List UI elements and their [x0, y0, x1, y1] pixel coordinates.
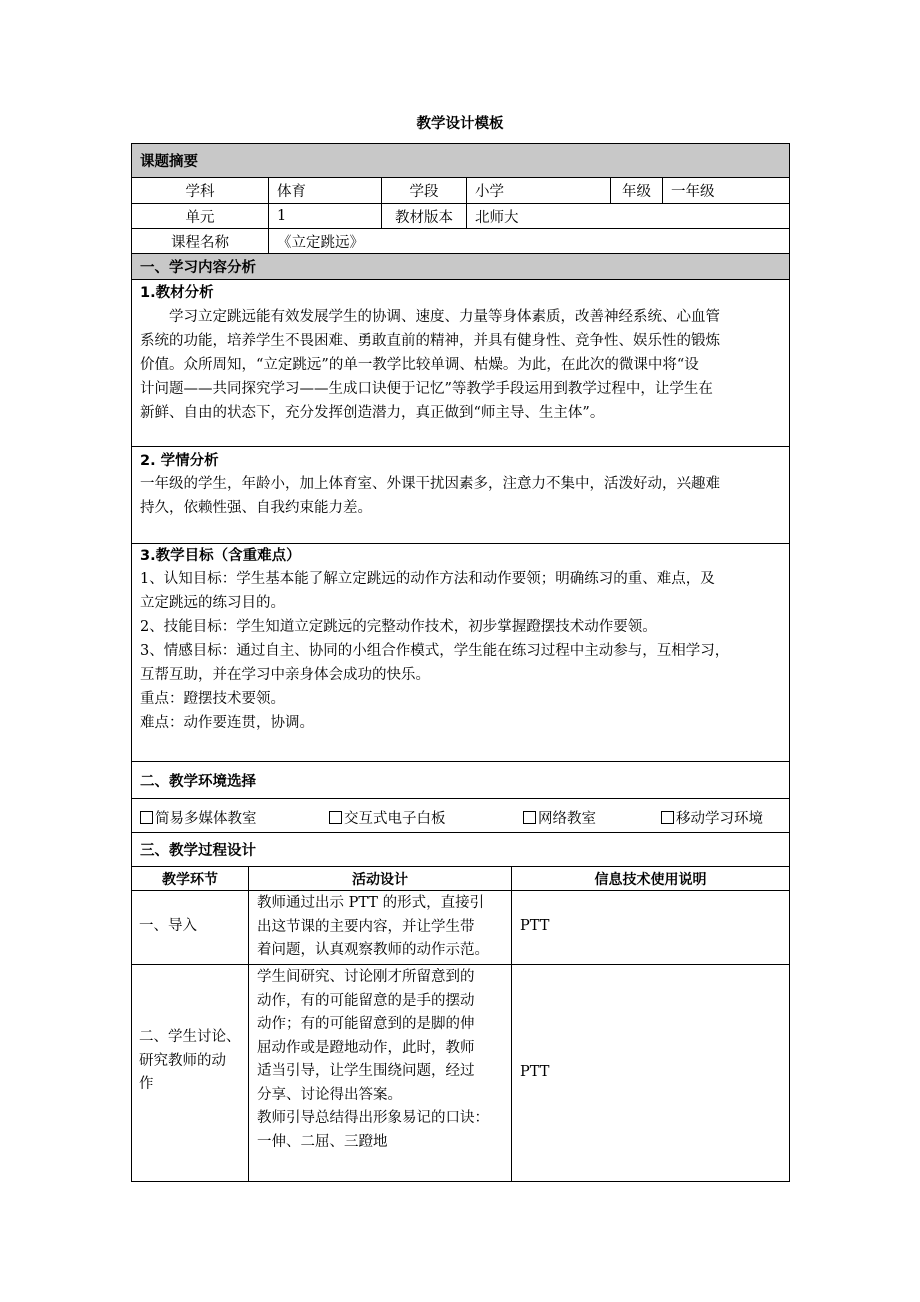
col-header-tech: 信息技术使用说明 [511, 866, 790, 891]
subject-label: 学科 [131, 177, 269, 204]
material-line: 价值。众所周知，“立定跳远”的单一教学比较单调、枯燥。为此，在此次的微课中将“设 [140, 357, 699, 373]
checkbox-icon[interactable] [329, 811, 342, 824]
environment-options-row [131, 798, 790, 833]
material-analysis-text [140, 305, 785, 425]
row2-tech-cell [511, 964, 790, 1182]
goals-line: 难点：动作要连贯，协调。 [140, 715, 314, 731]
learner-analysis-block [131, 446, 790, 544]
row1-stage: 一、导入 [139, 918, 197, 934]
env-option-whiteboard[interactable]: 交互式电子白板 [329, 807, 446, 828]
checkbox-icon[interactable] [661, 811, 674, 824]
goals-line: 1、认知目标：学生基本能了解立定跳远的动作方法和动作要领；明确练习的重、难点，及 [140, 571, 715, 587]
row2-tech: PTT [520, 1064, 550, 1080]
summary-header: 课题摘要 [131, 143, 790, 178]
goals-line: 2、技能目标：学生知道立定跳远的完整动作技术，初步掌握蹬摆技术动作要领。 [140, 619, 657, 635]
unit-value: 1 [268, 203, 382, 229]
edition-label: 教材版本 [381, 203, 467, 229]
material-line: 学习立定跳远能有效发展学生的协调、速度、力量等身体素质，改善神经系统、心血管 [169, 309, 720, 325]
learner-analysis-text [140, 472, 785, 520]
row2-activity [257, 966, 509, 1154]
section3-header: 三、教学过程设计 [131, 832, 790, 867]
row1-tech-cell [511, 890, 790, 965]
goals-line: 立定跳远的练习目的。 [140, 595, 285, 611]
stage-value: 小学 [466, 177, 611, 204]
col-header-stage: 教学环节 [131, 866, 249, 891]
activity-line: 屈动作或是蹬地动作，此时，教师 [257, 1039, 475, 1056]
section1-header: 一、学习内容分析 [131, 253, 790, 280]
learner-line: 持久，依赖性强、自我约束能力差。 [140, 500, 372, 516]
course-label: 课程名称 [131, 228, 269, 254]
course-value: 《立定跳远》 [268, 228, 790, 254]
stage-line: 研究教师的动 [139, 1052, 226, 1069]
stage-label: 学段 [381, 177, 467, 204]
unit-label: 单元 [131, 203, 269, 229]
goals-line: 重点：蹬摆技术要领。 [140, 691, 285, 707]
row1-tech: PTT [520, 918, 550, 934]
material-analysis-title: 1.教材分析 [140, 285, 214, 301]
material-line: 新鲜、自由的状态下，充分发挥创造潜力，真正做到“师主导、生主体”。 [140, 405, 605, 421]
teaching-goals-text [140, 567, 785, 735]
row1-activity [257, 892, 509, 963]
row2-stage [139, 1026, 247, 1097]
learner-line: 一年级的学生，年龄小，加上体育室、外课干扰因素多，注意力不集中，活泼好动，兴趣难 [140, 476, 720, 492]
activity-line: 分享、讨论得出答案。 [257, 1086, 402, 1103]
env-option-network[interactable]: 网络教室 [523, 807, 596, 828]
grade-value: 一年级 [662, 177, 790, 204]
goals-line: 3、情感目标：通过自主、协同的小组合作模式，学生能在练习过程中主动参与，互相学习， [140, 643, 730, 659]
stage-line: 作 [139, 1076, 154, 1092]
teaching-goals-block [131, 543, 790, 762]
learner-analysis-title: 2. 学情分析 [140, 453, 219, 469]
material-line: 计问题——共同探究学习——生成口诀便于记忆”等教学手段运用到教学过程中，让学生在 [140, 381, 713, 397]
subject-value: 体育 [268, 177, 382, 204]
col-header-activity: 活动设计 [248, 866, 512, 891]
env-option-multimedia[interactable]: 简易多媒体教室 [140, 807, 257, 828]
teaching-goals-title: 3.教学目标（含重难点） [140, 548, 301, 564]
material-line: 系统的功能，培养学生不畏困难、勇敢直前的精神，并具有健身性、竞争性、娱乐性的锻炼 [140, 333, 720, 349]
activity-line: 一伸、二屈、三蹬地 [257, 1133, 388, 1150]
goals-line: 互帮互助，并在学习中亲身体会成功的快乐。 [140, 667, 430, 683]
activity-line: 适当引导，让学生围绕问题，经过 [257, 1063, 475, 1079]
grade-label: 年级 [610, 177, 663, 204]
activity-line: 动作；有的可能留意到的是脚的伸 [257, 1016, 475, 1032]
env-option-mobile[interactable]: 移动学习环境 [661, 807, 763, 828]
activity-line: 学生间研究、讨论刚才所留意到的 [257, 969, 475, 985]
edition-value: 北师大 [466, 203, 790, 229]
checkbox-icon[interactable] [140, 811, 153, 824]
activity-line: 动作，有的可能留意的是手的摆动 [257, 992, 475, 1009]
document-title: 教学设计模板 [416, 116, 504, 132]
activity-line: 着问题，认真观察教师的动作示范。 [257, 942, 489, 958]
section2-header: 二、教学环境选择 [131, 761, 790, 799]
checkbox-icon[interactable] [523, 811, 536, 824]
material-analysis-block [131, 279, 790, 447]
activity-line: 教师通过出示 PTT 的形式，直接引 [257, 895, 485, 911]
activity-line: 出这节课的主要内容，并让学生带 [257, 918, 475, 935]
stage-line: 二、学生讨论、 [139, 1029, 241, 1045]
activity-line: 教师引导总结得出形象易记的口诀： [257, 1110, 489, 1126]
